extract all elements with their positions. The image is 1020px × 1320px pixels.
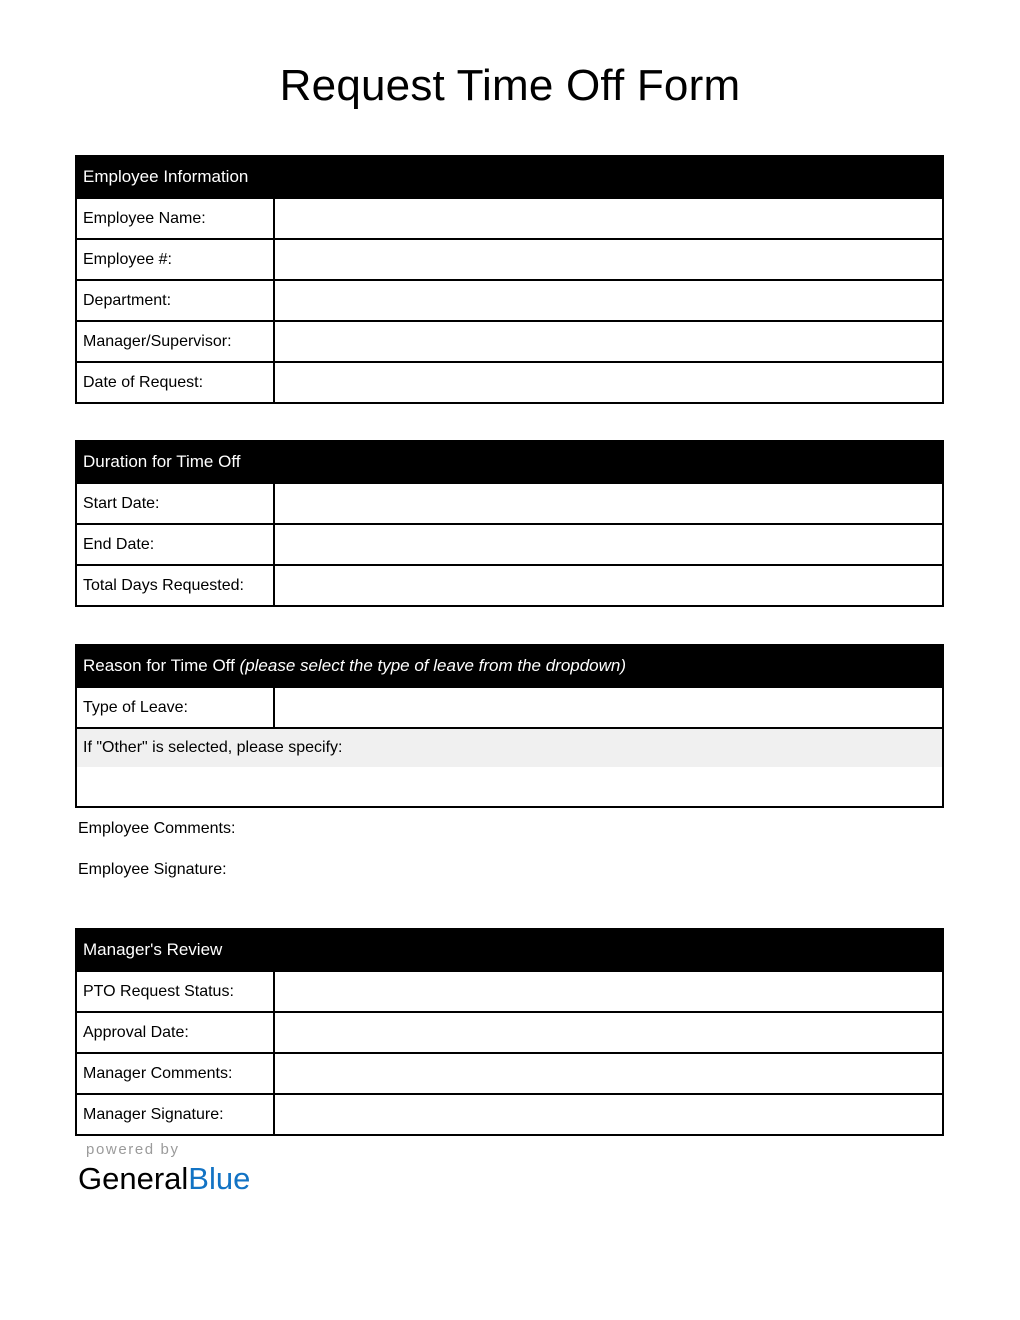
field-input-end-date[interactable] <box>275 525 942 564</box>
field-label-manager-supervisor: Manager/Supervisor: <box>77 322 275 361</box>
page-title: Request Time Off Form <box>279 61 741 110</box>
field-input-date-of-request[interactable] <box>275 363 942 402</box>
field-label-employee-number: Employee #: <box>77 240 275 279</box>
field-input-employee-name[interactable] <box>275 199 942 238</box>
section-header-managers-review: Manager's Review <box>77 930 942 970</box>
section-duration-for-time-off <box>75 440 944 607</box>
field-label-start-date: Start Date: <box>77 484 275 523</box>
section-header-reason-text: Reason for Time Off <box>83 656 240 675</box>
table-row <box>77 320 942 361</box>
table-row <box>77 686 942 727</box>
table-row <box>77 361 942 402</box>
field-label-other-specify: If "Other" is selected, please specify: <box>77 729 942 767</box>
field-input-employee-number[interactable] <box>275 240 942 279</box>
field-input-manager-comments[interactable] <box>275 1054 942 1093</box>
section-header-employee-information: Employee Information <box>77 157 942 197</box>
field-dropdown-type-of-leave[interactable] <box>275 688 942 727</box>
field-input-other-specify[interactable] <box>77 767 942 806</box>
field-input-pto-request-status[interactable] <box>275 972 942 1011</box>
table-row <box>77 279 942 320</box>
field-label-total-days-requested: Total Days Requested: <box>77 566 275 605</box>
field-label-pto-request-status: PTO Request Status: <box>77 972 275 1011</box>
table-row <box>77 482 942 523</box>
other-specify-block <box>77 727 942 806</box>
field-label-manager-comments: Manager Comments: <box>77 1054 275 1093</box>
field-label-date-of-request: Date of Request: <box>77 363 275 402</box>
label-employee-signature: Employee Signature: <box>78 861 227 878</box>
table-row <box>77 1011 942 1052</box>
field-label-manager-signature: Manager Signature: <box>77 1095 275 1134</box>
field-label-end-date: End Date: <box>77 525 275 564</box>
field-label-approval-date: Approval Date: <box>77 1013 275 1052</box>
section-header-reason-for-time-off <box>77 646 942 686</box>
section-header-duration-for-time-off: Duration for Time Off <box>77 442 942 482</box>
field-input-total-days-requested[interactable] <box>275 566 942 605</box>
field-label-employee-name: Employee Name: <box>77 199 275 238</box>
field-input-approval-date[interactable] <box>275 1013 942 1052</box>
brand-general-text: General <box>78 1160 189 1196</box>
table-row <box>77 1093 942 1134</box>
field-input-manager-signature[interactable] <box>275 1095 942 1134</box>
field-label-type-of-leave: Type of Leave: <box>77 688 275 727</box>
table-row <box>77 1052 942 1093</box>
table-row <box>77 523 942 564</box>
field-input-start-date[interactable] <box>275 484 942 523</box>
footer-logo <box>78 1142 418 1196</box>
table-row <box>77 970 942 1011</box>
table-row <box>77 197 942 238</box>
brand-generalblue <box>78 1161 418 1197</box>
table-row <box>77 564 942 605</box>
section-employee-information <box>75 155 944 404</box>
section-reason-for-time-off <box>75 644 944 808</box>
powered-by-label: powered by <box>86 1141 180 1158</box>
field-input-department[interactable] <box>275 281 942 320</box>
table-row <box>77 238 942 279</box>
label-employee-comments: Employee Comments: <box>78 820 236 837</box>
field-label-department: Department: <box>77 281 275 320</box>
section-header-reason-note: (please select the type of leave from the dropdown) <box>239 656 627 675</box>
brand-blue-text: Blue <box>188 1160 251 1196</box>
section-managers-review <box>75 928 944 1136</box>
field-input-manager-supervisor[interactable] <box>275 322 942 361</box>
